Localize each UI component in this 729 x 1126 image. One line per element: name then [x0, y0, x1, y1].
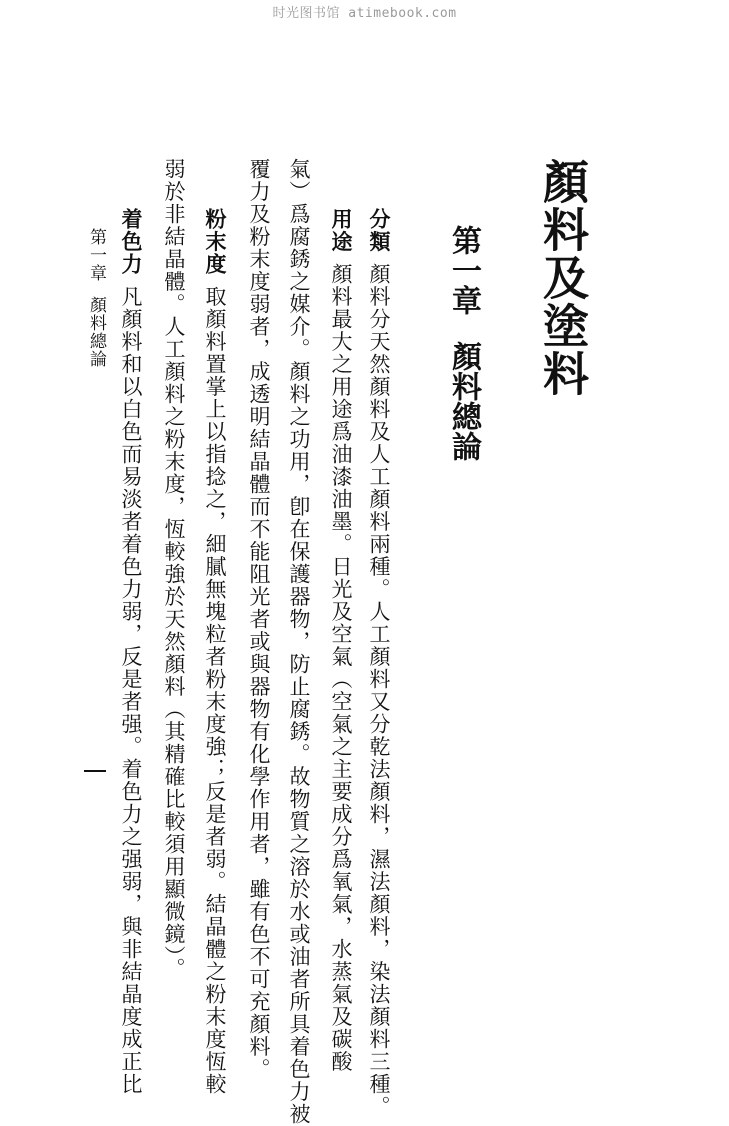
footer-section: 顏料總論	[86, 296, 106, 368]
page-number	[84, 770, 106, 772]
paragraph-continuation	[163, 158, 184, 980]
footer-chapter: 第一章	[86, 228, 106, 282]
section-head-fineness: 粉末度	[203, 208, 228, 276]
watermark-text: 时光图书馆 atimebook.com	[272, 6, 457, 21]
paragraph-text: 弱於非結晶體。人工顏料之粉末度，恆較強於天然顏料（其精確比較須用顯微鏡）。	[162, 158, 186, 980]
chapter-heading	[446, 225, 481, 461]
running-footer	[87, 228, 104, 368]
paragraph-tinting-strength	[120, 208, 142, 1096]
paragraph-text: 覆力及粉末度弱者，成透明結晶體而不能阻光者或與器物有化學作用者，雖有色不可充顏料。	[247, 158, 271, 1081]
section-head-tinting-strength: 着色力	[119, 208, 144, 276]
section-head-classification: 分類	[367, 208, 392, 253]
chapter-number: 第一章	[446, 225, 481, 315]
paragraph-text: 取顏料置掌上以指捻之，細膩無塊粒者粉末度強；反是者弱。結晶體之粉末度恆較	[203, 285, 227, 1096]
paragraph-text: 顏料分天然顏料及人工顏料兩種。人工顏料又分乾法顏料，濕法顏料，染法顏料三種。	[367, 263, 391, 1118]
paragraph-text: 顏料最大之用途爲油漆油墨。日光及空氣（空氣之主要成分爲氧氣，水蒸氣及碳酸	[329, 263, 353, 1073]
chapter-title: 顏料總論	[446, 341, 481, 461]
paragraph-text: 凡顏料和以白色而易淡者着色力弱，反是者强。着色力之强弱，與非結晶度成正比	[119, 285, 143, 1096]
book-title: 顏料及塗料	[536, 158, 590, 398]
paragraph-continuation	[248, 158, 269, 1081]
paragraph-usage	[330, 208, 352, 1073]
paragraph-continuation	[288, 158, 309, 1126]
paragraph-text: 氣）爲腐銹之媒介。顏料之功用，卽在保護器物，防止腐銹。故物質之溶於水或油者所具着色力被	[287, 158, 311, 1126]
paragraph-classification	[368, 208, 390, 1118]
section-head-usage: 用途	[329, 208, 354, 253]
paragraph-fineness	[204, 208, 226, 1096]
